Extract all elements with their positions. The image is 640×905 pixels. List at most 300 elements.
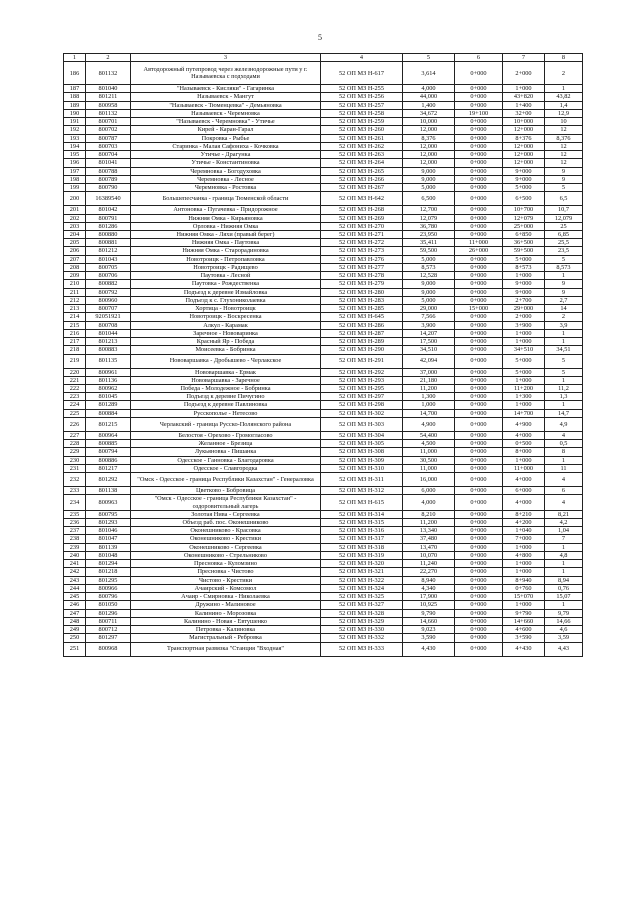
table-row — [64, 167, 583, 175]
length-section-cell: 34,51 — [545, 346, 583, 354]
road-name-cell: Золотая Нива - Сергеевка — [131, 510, 321, 518]
road-code-cell: 800958 — [86, 101, 131, 109]
row-number-cell: 234 — [64, 495, 86, 510]
road-name-cell: Новотроицк - Радищево — [131, 263, 321, 271]
road-name-cell: Одесское - Славгородка — [131, 464, 321, 472]
km-start-cell: 0+000 — [455, 159, 503, 167]
length-section-cell: 25,5 — [545, 239, 583, 247]
row-number-cell: 248 — [64, 617, 86, 625]
length-total-cell: 3,614 — [403, 62, 455, 85]
table-header-row — [64, 54, 583, 62]
table-row — [64, 296, 583, 304]
km-end-cell: 0+500 — [503, 440, 545, 448]
road-id-cell: 52 ОП МЗ Н-285 — [321, 305, 403, 313]
length-section-cell: 10 — [545, 118, 583, 126]
km-start-cell: 0+000 — [455, 431, 503, 439]
road-name-cell: Красный Яр - Победа — [131, 338, 321, 346]
km-start-cell: 0+000 — [455, 448, 503, 456]
road-code-cell: 800960 — [86, 296, 131, 304]
km-start-cell: 0+000 — [455, 134, 503, 142]
km-start-cell: 0+000 — [455, 609, 503, 617]
road-code-cell: 800961 — [86, 368, 131, 376]
road-code-cell: 801041 — [86, 159, 131, 167]
row-number-cell: 236 — [64, 519, 86, 527]
row-number-cell: 235 — [64, 510, 86, 518]
length-total-cell: 8,573 — [403, 263, 455, 271]
length-section-cell: 12 — [545, 151, 583, 159]
length-total-cell: 1,300 — [403, 393, 455, 401]
length-total-cell: 13,470 — [403, 543, 455, 551]
road-code-cell: 801139 — [86, 543, 131, 551]
road-code-cell: 801286 — [86, 222, 131, 230]
length-total-cell: 4,000 — [403, 495, 455, 510]
road-name-cell: Паутовка - Рождественка — [131, 280, 321, 288]
length-total-cell: 36,780 — [403, 222, 455, 230]
road-id-cell: 52 ОП МЗ Н-270 — [321, 222, 403, 230]
km-start-cell: 0+000 — [455, 338, 503, 346]
km-start-cell: 15+000 — [455, 305, 503, 313]
row-number-cell: 250 — [64, 634, 86, 642]
km-start-cell: 0+000 — [455, 101, 503, 109]
table-body — [64, 62, 583, 656]
length-total-cell: 34,672 — [403, 109, 455, 117]
length-total-cell: 7,566 — [403, 313, 455, 321]
length-total-cell: 14,207 — [403, 329, 455, 337]
road-id-cell: 52 ОП МЗ Н-325 — [321, 593, 403, 601]
length-total-cell: 5,000 — [403, 296, 455, 304]
length-total-cell: 4,500 — [403, 440, 455, 448]
length-total-cell: 5,000 — [403, 255, 455, 263]
length-section-cell: 43,82 — [545, 93, 583, 101]
road-code-cell: 800964 — [86, 431, 131, 439]
road-code-cell: 801292 — [86, 473, 131, 487]
length-section-cell: 9 — [545, 167, 583, 175]
road-name-cell: Утичье - Драгунка — [131, 151, 321, 159]
road-id-cell: 52 ОП МЗ Н-295 — [321, 384, 403, 392]
km-start-cell: 0+000 — [455, 329, 503, 337]
length-total-cell: 10,925 — [403, 601, 455, 609]
length-section-cell: 4 — [545, 473, 583, 487]
road-code-cell: 800792 — [86, 288, 131, 296]
table-row — [64, 85, 583, 93]
length-total-cell: 16,000 — [403, 473, 455, 487]
length-section-cell: 1 — [545, 338, 583, 346]
road-id-cell: 52 ОП МЗ Н-265 — [321, 167, 403, 175]
km-start-cell: 0+000 — [455, 206, 503, 214]
road-id-cell: 52 ОП МЗ Н-291 — [321, 354, 403, 368]
table-row — [64, 473, 583, 487]
km-end-cell: 1+000 — [503, 272, 545, 280]
road-code-cell: 801135 — [86, 354, 131, 368]
km-end-cell: 8+573 — [503, 263, 545, 271]
road-name-cell: Оконешниково - Стрельниково — [131, 551, 321, 559]
length-total-cell: 11,200 — [403, 384, 455, 392]
length-section-cell: 4,2 — [545, 519, 583, 527]
length-section-cell: 5 — [545, 255, 583, 263]
length-total-cell: 29,000 — [403, 305, 455, 313]
length-total-cell: 9,000 — [403, 280, 455, 288]
road-code-cell: 800882 — [86, 280, 131, 288]
table-row — [64, 409, 583, 417]
length-total-cell: 30,500 — [403, 456, 455, 464]
km-start-cell: 0+000 — [455, 495, 503, 510]
length-total-cell: 44,000 — [403, 93, 455, 101]
table-row — [64, 393, 583, 401]
road-name-cell: Нижняя Омка - Паутовка — [131, 239, 321, 247]
road-name-cell: Чистово - Крестики — [131, 576, 321, 584]
km-start-cell: 0+000 — [455, 346, 503, 354]
road-code-cell: 801293 — [86, 519, 131, 527]
length-section-cell: 5 — [545, 184, 583, 192]
km-start-cell: 0+000 — [455, 93, 503, 101]
length-total-cell: 12,000 — [403, 159, 455, 167]
road-id-cell: 52 ОП МЗ Н-264 — [321, 159, 403, 167]
road-id-cell: 52 ОП МЗ Н-330 — [321, 626, 403, 634]
km-start-cell: 11+000 — [455, 239, 503, 247]
table-row — [64, 321, 583, 329]
km-start-cell: 0+000 — [455, 126, 503, 134]
table-row — [64, 101, 583, 109]
km-end-cell: 8+000 — [503, 448, 545, 456]
road-id-cell: 52 ОП МЗ Н-319 — [321, 551, 403, 559]
table-row — [64, 634, 583, 642]
length-total-cell: 3,590 — [403, 634, 455, 642]
road-code-cell: 800706 — [86, 272, 131, 280]
km-end-cell: 36+500 — [503, 239, 545, 247]
road-code-cell: 92051921 — [86, 313, 131, 321]
length-total-cell: 59,500 — [403, 247, 455, 255]
row-number-cell: 193 — [64, 134, 86, 142]
road-code-cell: 800968 — [86, 642, 131, 656]
table-row — [64, 464, 583, 472]
road-code-cell: 800701 — [86, 118, 131, 126]
table-row — [64, 495, 583, 510]
table-row — [64, 255, 583, 263]
km-start-cell: 0+000 — [455, 617, 503, 625]
km-start-cell: 0+000 — [455, 409, 503, 417]
row-number-cell: 194 — [64, 142, 86, 150]
row-number-cell: 244 — [64, 584, 86, 592]
road-code-cell: 801296 — [86, 609, 131, 617]
road-id-cell: 52 ОП МЗ Н-273 — [321, 247, 403, 255]
km-start-cell: 0+000 — [455, 167, 503, 175]
table-row — [64, 519, 583, 527]
length-section-cell: 5 — [545, 368, 583, 376]
length-section-cell: 1 — [545, 272, 583, 280]
road-name-cell: Пресновка - Чистово — [131, 568, 321, 576]
road-code-cell: 800796 — [86, 593, 131, 601]
km-start-cell: 0+000 — [455, 634, 503, 642]
table-row — [64, 401, 583, 409]
length-section-cell: 12,9 — [545, 109, 583, 117]
road-name-cell: Называевск - Черемновка — [131, 109, 321, 117]
km-end-cell: 11+000 — [503, 464, 545, 472]
road-name-cell: Дружино - Малиновое — [131, 601, 321, 609]
road-name-cell: Оконешниково - Красовка — [131, 527, 321, 535]
length-section-cell: 4 — [545, 431, 583, 439]
km-start-cell: 0+000 — [455, 175, 503, 183]
road-name-cell: Утичье - Константиновка — [131, 159, 321, 167]
road-name-cell: Транспортная развязка "Станция "Входная" — [131, 642, 321, 656]
road-name-cell: Объезд раб. пос. Оконешниково — [131, 519, 321, 527]
km-start-cell: 0+000 — [455, 576, 503, 584]
road-id-cell: 52 ОП МЗ Н-302 — [321, 409, 403, 417]
length-section-cell: 8,21 — [545, 510, 583, 518]
road-code-cell: 800795 — [86, 510, 131, 518]
road-name-cell: Большепесчанка - граница Тюменской области — [131, 192, 321, 206]
road-id-cell: 52 ОП МЗ Н-321 — [321, 568, 403, 576]
header-cell: 7 — [503, 54, 545, 62]
table-row — [64, 626, 583, 634]
road-code-cell: 800787 — [86, 134, 131, 142]
road-code-cell: 800712 — [86, 626, 131, 634]
road-id-cell: 52 ОП МЗ Н-316 — [321, 527, 403, 535]
km-end-cell: 4+800 — [503, 551, 545, 559]
km-end-cell: 2+000 — [503, 313, 545, 321]
km-end-cell: 4+000 — [503, 495, 545, 510]
row-number-cell: 228 — [64, 440, 86, 448]
length-section-cell: 2 — [545, 62, 583, 85]
row-number-cell: 192 — [64, 126, 86, 134]
km-end-cell: 1+000 — [503, 601, 545, 609]
km-end-cell: 5+000 — [503, 184, 545, 192]
road-id-cell: 52 ОП МЗ Н-257 — [321, 101, 403, 109]
road-id-cell: 52 ОП МЗ Н-329 — [321, 617, 403, 625]
table-row — [64, 560, 583, 568]
road-code-cell: 801048 — [86, 551, 131, 559]
table-row — [64, 543, 583, 551]
row-number-cell: 245 — [64, 593, 86, 601]
km-start-cell: 0+000 — [455, 464, 503, 472]
row-number-cell: 238 — [64, 535, 86, 543]
length-section-cell: 4 — [545, 495, 583, 510]
km-start-cell: 0+000 — [455, 214, 503, 222]
road-code-cell: 801138 — [86, 487, 131, 495]
length-section-cell: 5 — [545, 354, 583, 368]
header-cell: 3 — [131, 54, 321, 62]
table-row — [64, 456, 583, 464]
km-end-cell: 32+00 — [503, 109, 545, 117]
road-name-cell: Черлакский - граница Русско-Полянского района — [131, 417, 321, 431]
km-end-cell: 5+000 — [503, 354, 545, 368]
road-id-cell: 52 ОП МЗ Н-263 — [321, 151, 403, 159]
km-end-cell: 1+000 — [503, 568, 545, 576]
row-number-cell: 216 — [64, 329, 86, 337]
km-end-cell: 12+000 — [503, 142, 545, 150]
length-section-cell: 8,94 — [545, 576, 583, 584]
row-number-cell: 198 — [64, 175, 86, 183]
road-code-cell: 800702 — [86, 126, 131, 134]
km-start-cell: 26+000 — [455, 247, 503, 255]
length-section-cell: 23,5 — [545, 247, 583, 255]
header-cell: 4 — [321, 54, 403, 62]
road-name-cell: Калинино - Морозовка — [131, 609, 321, 617]
km-end-cell: 1+000 — [503, 329, 545, 337]
road-id-cell: 52 ОП МЗ Н-305 — [321, 440, 403, 448]
km-start-cell: 0+000 — [455, 642, 503, 656]
table-row — [64, 368, 583, 376]
length-total-cell: 4,900 — [403, 417, 455, 431]
row-number-cell: 200 — [64, 192, 86, 206]
km-end-cell: 3+590 — [503, 634, 545, 642]
length-total-cell: 12,000 — [403, 142, 455, 150]
road-id-cell: 52 ОП МЗ Н-259 — [321, 118, 403, 126]
row-number-cell: 204 — [64, 230, 86, 238]
road-name-cell: Паутовка - Лесной — [131, 272, 321, 280]
road-id-cell: 52 ОП МЗ Н-260 — [321, 126, 403, 134]
km-end-cell: 1+000 — [503, 543, 545, 551]
row-number-cell: 187 — [64, 85, 86, 93]
table-row — [64, 440, 583, 448]
road-name-cell: Хортица - Новотроицк — [131, 305, 321, 313]
table-row — [64, 214, 583, 222]
length-section-cell: 1 — [545, 401, 583, 409]
row-number-cell: 221 — [64, 376, 86, 384]
row-number-cell: 231 — [64, 464, 86, 472]
length-section-cell: 9 — [545, 288, 583, 296]
km-start-cell: 0+000 — [455, 456, 503, 464]
road-name-cell: Нововаршавка - Дробышево - Черлакское — [131, 354, 321, 368]
length-total-cell: 12,000 — [403, 151, 455, 159]
table-row — [64, 535, 583, 543]
row-number-cell: 222 — [64, 384, 86, 392]
km-end-cell: 5+000 — [503, 255, 545, 263]
road-id-cell: 52 ОП МЗ Н-318 — [321, 543, 403, 551]
road-name-cell: Черемновка - Богодуховка — [131, 167, 321, 175]
table-row — [64, 230, 583, 238]
length-total-cell: 9,790 — [403, 609, 455, 617]
length-section-cell: 3,9 — [545, 321, 583, 329]
km-start-cell: 0+000 — [455, 280, 503, 288]
road-id-cell: 52 ОП МЗ Н-268 — [321, 206, 403, 214]
road-id-cell: 52 ОП МЗ Н-615 — [321, 495, 403, 510]
km-end-cell: 10+000 — [503, 118, 545, 126]
road-name-cell: Черемновка - Ростовка — [131, 184, 321, 192]
road-code-cell: 801136 — [86, 376, 131, 384]
road-name-cell: Кирей - Каран-Гарал — [131, 126, 321, 134]
road-registry-table — [63, 53, 583, 657]
km-end-cell: 12+000 — [503, 159, 545, 167]
road-name-cell: Черемновка - Лесное — [131, 175, 321, 183]
km-end-cell: 25+000 — [503, 222, 545, 230]
km-start-cell: 0+000 — [455, 473, 503, 487]
km-start-cell: 0+000 — [455, 376, 503, 384]
road-name-cell: Одесское - Ганновка - Благодаровка — [131, 456, 321, 464]
road-id-cell: 52 ОП МЗ Н-332 — [321, 634, 403, 642]
road-id-cell: 52 ОП МЗ Н-310 — [321, 464, 403, 472]
table-row — [64, 593, 583, 601]
length-total-cell: 5,000 — [403, 184, 455, 192]
road-id-cell: 52 ОП МЗ Н-258 — [321, 109, 403, 117]
length-section-cell: 9 — [545, 175, 583, 183]
km-end-cell: 1+000 — [503, 338, 545, 346]
road-code-cell: 801289 — [86, 401, 131, 409]
road-code-cell: 800962 — [86, 384, 131, 392]
road-code-cell: 801046 — [86, 527, 131, 535]
km-end-cell: 4+430 — [503, 642, 545, 656]
road-code-cell: 801294 — [86, 560, 131, 568]
length-total-cell: 1,400 — [403, 101, 455, 109]
table-row — [64, 159, 583, 167]
km-start-cell: 0+000 — [455, 393, 503, 401]
length-total-cell: 1,000 — [403, 401, 455, 409]
table-row — [64, 384, 583, 392]
road-name-cell: Новотроицк - Петропавловка — [131, 255, 321, 263]
table-row — [64, 305, 583, 313]
table-row — [64, 346, 583, 354]
road-code-cell: 801040 — [86, 85, 131, 93]
km-end-cell: 59+500 — [503, 247, 545, 255]
km-end-cell: 12+079 — [503, 214, 545, 222]
road-id-cell: 52 ОП МЗ Н-304 — [321, 431, 403, 439]
road-name-cell: Автодорожный путепровод через железнодорожные пути у г. Называевска с подходами — [131, 62, 321, 85]
header-cell: 8 — [545, 54, 583, 62]
road-name-cell: "Называевск - Кисляки" - Гагаринка — [131, 85, 321, 93]
row-number-cell: 208 — [64, 263, 86, 271]
length-total-cell: 12,700 — [403, 206, 455, 214]
km-start-cell: 0+000 — [455, 535, 503, 543]
road-name-cell: Лукьяновка - Пишанка — [131, 448, 321, 456]
row-number-cell: 249 — [64, 626, 86, 634]
length-section-cell: 11 — [545, 464, 583, 472]
km-end-cell: 8+210 — [503, 510, 545, 518]
length-total-cell: 4,340 — [403, 584, 455, 592]
row-number-cell: 220 — [64, 368, 86, 376]
road-id-cell: 52 ОП МЗ Н-267 — [321, 184, 403, 192]
length-section-cell: 10,7 — [545, 206, 583, 214]
km-start-cell: 0+000 — [455, 487, 503, 495]
road-code-cell: 801212 — [86, 247, 131, 255]
row-number-cell: 209 — [64, 272, 86, 280]
length-section-cell: 9,79 — [545, 609, 583, 617]
road-name-cell: Антоновка - Пугачевка - Придорожное — [131, 206, 321, 214]
road-name-cell: Покровка - Рыбье — [131, 134, 321, 142]
km-end-cell: 2+000 — [503, 62, 545, 85]
km-end-cell: 43+820 — [503, 93, 545, 101]
length-section-cell: 1,4 — [545, 101, 583, 109]
road-code-cell: 800886 — [86, 456, 131, 464]
table-row — [64, 109, 583, 117]
row-number-cell: 246 — [64, 601, 86, 609]
row-number-cell: 217 — [64, 338, 86, 346]
road-id-cell: 52 ОП МЗ Н-642 — [321, 192, 403, 206]
road-code-cell: 801211 — [86, 93, 131, 101]
km-end-cell: 11+200 — [503, 384, 545, 392]
length-section-cell: 1 — [545, 601, 583, 609]
header-cell: 5 — [403, 54, 455, 62]
road-name-cell: Петровка - Калиновка — [131, 626, 321, 634]
row-number-cell: 213 — [64, 305, 86, 313]
length-total-cell: 14,660 — [403, 617, 455, 625]
km-end-cell: 1+000 — [503, 560, 545, 568]
road-code-cell: 800794 — [86, 448, 131, 456]
row-number-cell: 195 — [64, 151, 86, 159]
road-id-cell: 52 ОП МЗ Н-289 — [321, 338, 403, 346]
km-end-cell: 29+000 — [503, 305, 545, 313]
table-row — [64, 584, 583, 592]
table-row — [64, 601, 583, 609]
road-code-cell: 800703 — [86, 142, 131, 150]
length-total-cell: 3,900 — [403, 321, 455, 329]
road-code-cell: 800707 — [86, 305, 131, 313]
km-start-cell: 0+000 — [455, 288, 503, 296]
length-total-cell: 35,411 — [403, 239, 455, 247]
length-section-cell: 11,2 — [545, 384, 583, 392]
road-name-cell: Подъезд к деревне Пичугино — [131, 393, 321, 401]
length-section-cell: 1 — [545, 376, 583, 384]
road-name-cell: Нововаршавка - Заречное — [131, 376, 321, 384]
road-name-cell: Победа - Молодежное - Бобринка — [131, 384, 321, 392]
